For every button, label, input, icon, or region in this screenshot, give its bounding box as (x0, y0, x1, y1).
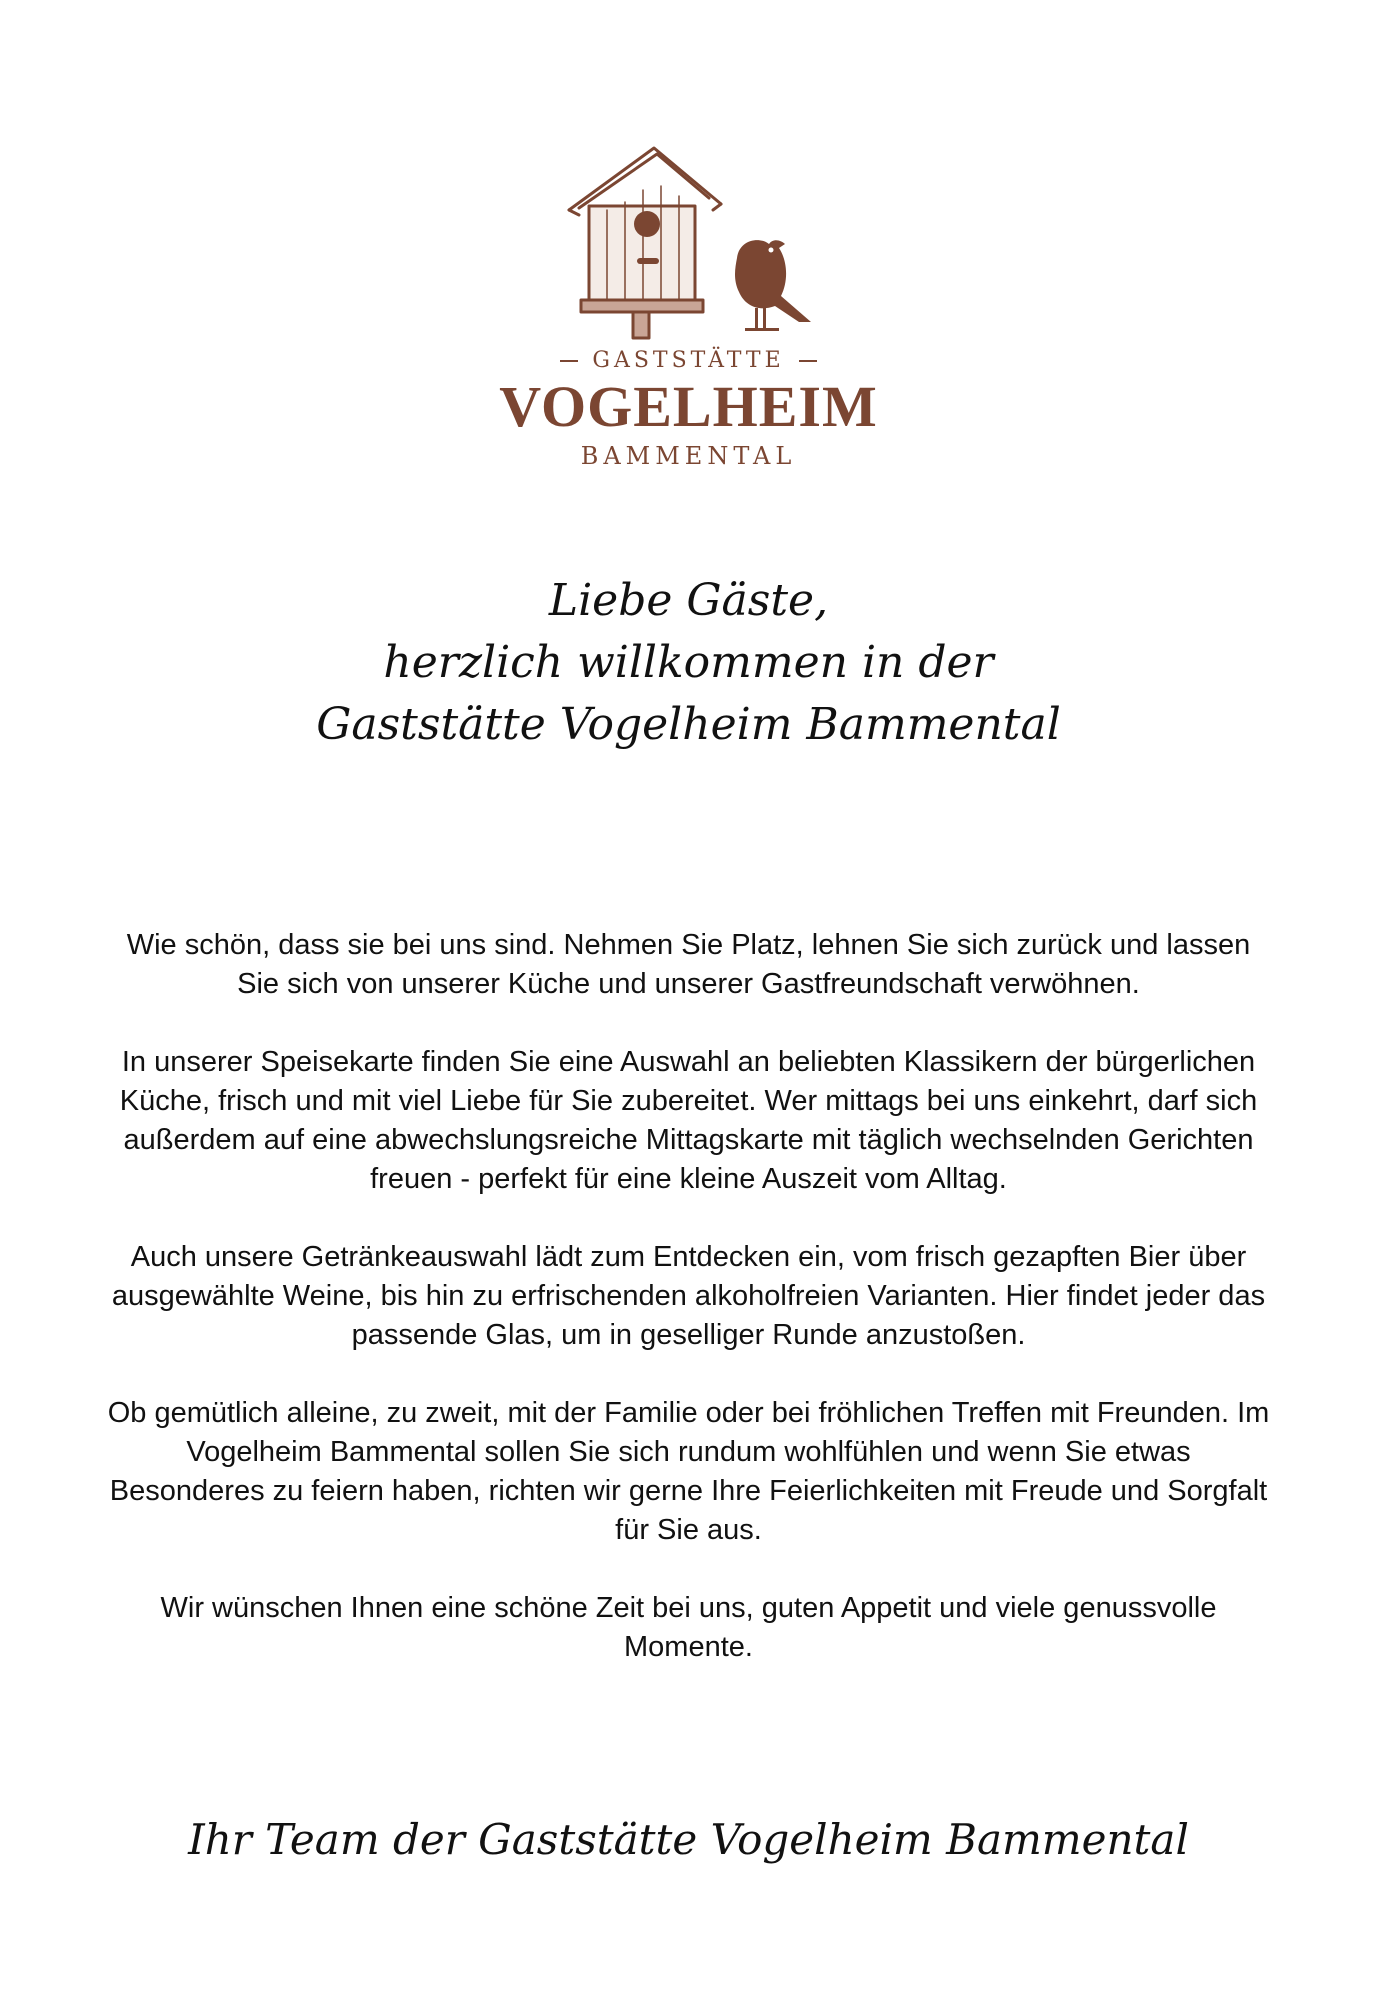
paragraph: Wir wünschen Ihnen eine schöne Zeit bei uns, guten Appetit und viele genussvolle Momente. (160, 1592, 1217, 1663)
logo-name: VOGELHEIM (499, 374, 878, 439)
greeting-heading (0, 570, 1377, 756)
paragraph: In unserer Speisekarte finden Sie eine Auswahl an beliebten Klassikern der bürgerlichen Küche, frisch und mit viel Liebe für Sie zubereitet. Wer mittags bei uns einkehrt, darf sich außerdem auf eine abwechslungsreiche Mittagskarte mit täglich wechselnden Gerichten freuen - perfekt für eine kleine Auszeit vom Alltag. (119, 1046, 1258, 1195)
greeting-line: Liebe Gäste, (548, 575, 829, 626)
signature: Ihr Team der Gaststätte Vogelheim Bammental (188, 1815, 1189, 1864)
logo-subtitle (0, 348, 1377, 373)
birdhouse-with-bird-icon (549, 140, 829, 340)
welcome-text (105, 926, 1272, 1706)
dash-decoration (560, 360, 578, 362)
greeting-line: herzlich willkommen in der (383, 637, 994, 688)
logo (0, 140, 1377, 470)
paragraph: Wie schön, dass sie bei uns sind. Nehmen Sie Platz, lehnen Sie sich zurück und lassen Sie sich von unserer Küche und unserer Gastfreundschaft verwöhnen. (126, 929, 1251, 1000)
paragraph: Ob gemütlich alleine, zu zweit, mit der Familie oder bei fröhlichen Treffen mit Freunden. Im Vogelheim Bammental sollen Sie sich rundum wohlfühlen und wenn Sie etwas Besonderes zu feiern haben, richten wir gerne Ihre Feierlichkeiten mit Freude und Sorgfalt für Sie aus. (107, 1397, 1270, 1546)
greeting-line: Gaststätte Vogelheim Bammental (316, 699, 1061, 750)
dash-decoration (799, 360, 817, 362)
logo-place: BAMMENTAL (580, 441, 797, 470)
logo-line-gaststaette: GASTSTÄTTE (592, 348, 785, 373)
paragraph: Auch unsere Getränkeauswahl lädt zum Entdecken ein, vom frisch gezapften Bier über ausgewählte Weine, bis hin zu erfrischenden alkoholfreien Varianten. Hier findet jeder das passende Glas, um in geselliger Runde anzustoßen. (111, 1241, 1266, 1351)
